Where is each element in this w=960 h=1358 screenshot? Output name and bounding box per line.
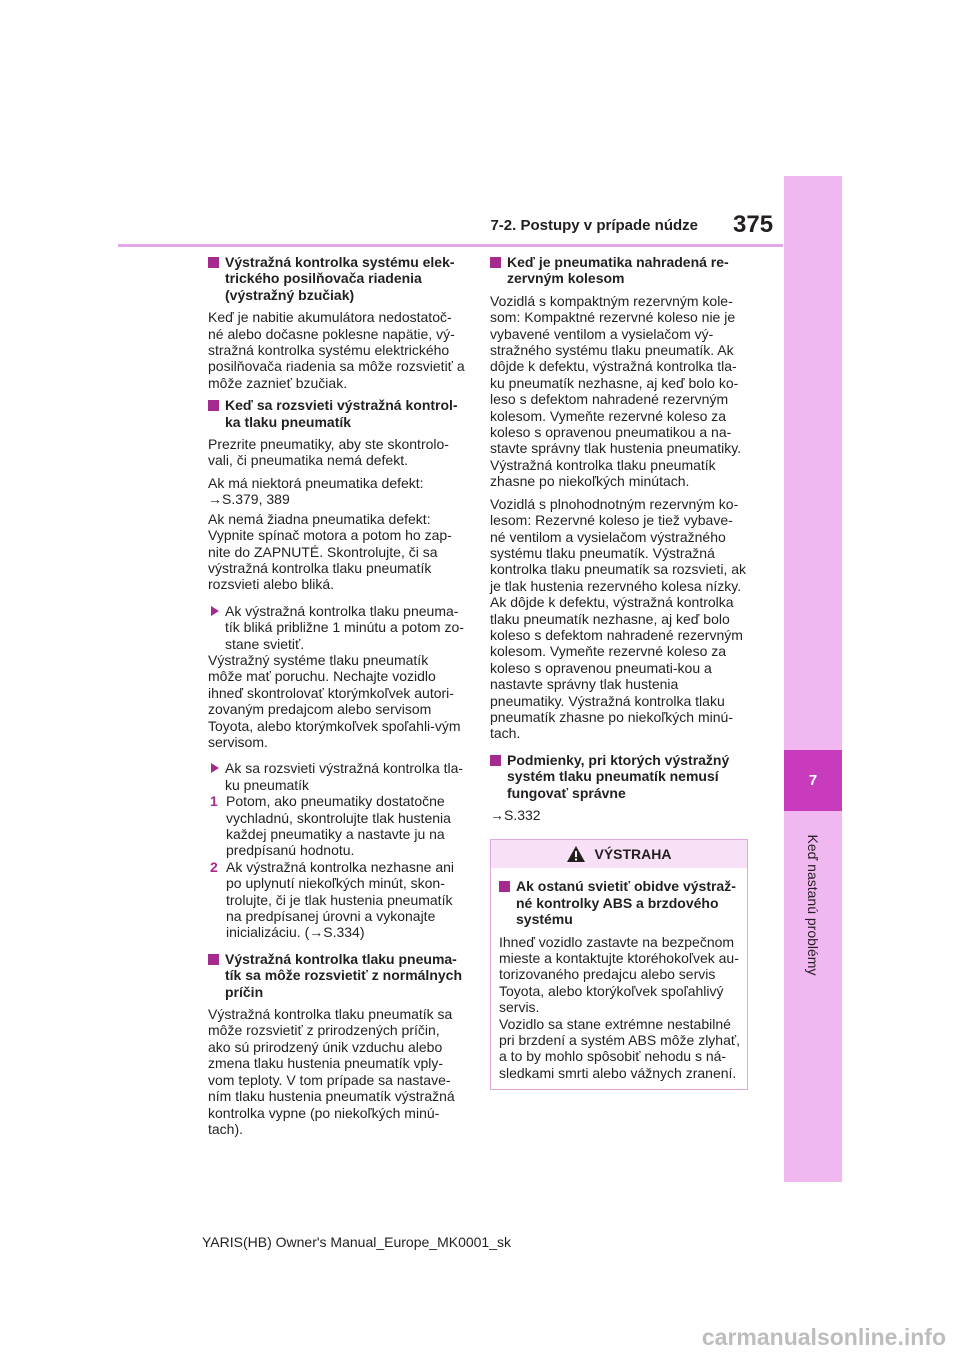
section-heading: Keď sa rozsvieti výstražná kontrol-ka tlaku pneumatík xyxy=(208,397,466,430)
numbered-step: 1 Potom, ako pneumatiky dostatočne vychladnú, skontrolujte tlak hustenia každej pneumatiky a nastavte ju na predpísanú hodnotu. xyxy=(210,793,451,859)
square-bullet-icon xyxy=(490,257,501,268)
square-bullet-icon xyxy=(208,257,219,268)
page-number: 375 xyxy=(733,211,774,238)
left-column xyxy=(208,254,466,1143)
square-bullet-icon xyxy=(490,755,501,766)
chapter-number-tab xyxy=(784,750,842,811)
warning-item-heading: Ak ostanú svietiť obidve výstraž-né kontrolky ABS a brzdového systému xyxy=(499,878,741,927)
square-bullet-icon xyxy=(499,881,510,892)
warning-box xyxy=(490,839,748,1090)
header-divider xyxy=(118,244,783,247)
square-bullet-icon xyxy=(208,400,219,411)
section-heading: Podmienky, pri ktorých výstražný systém tlaku pneumatík nemusí fungovať správne xyxy=(490,752,748,801)
paragraph: Vozidlá s plnohodnotným rezervným ko-lesom: Rezervné koleso je tiež vybave-né ventilom a vysielačom výstražného systému tlaku pneumatík. Výstražná kontrolka tlaku pneumatík sa rozsvieti, ak je tlak hustenia rezervného kolesa nízky. Ak dôjde k defektu, výstražná kontrolka tlaku pneumatík nezhasne, aj keď bolo koleso s defektom nahradené rezervným kolesom. Vymeňte rezervné koleso za koleso s opravenou pneumati-kou a nastavte správny tlak hustenia pneumatiky. Výstražná kontrolka tlaku pneumatík zhasne po niekoľkých minú-tach. xyxy=(490,495,747,742)
paragraph: Vozidlo sa stane extrémne nestabilné pri brzdení a systém ABS môže zlyhať, a to by mohlo spôsobiť nehodu s ná-sledkami smrti alebo vážnych zranení. xyxy=(499,1015,741,1081)
paragraph: Výstražná kontrolka tlaku pneumatík sa môže rozsvietiť z prirodzených príčin, ako sú prirodzený únik vzduchu alebo zmena tlaku hustenia pneumatík vply-vom teploty. V tom prípade sa nastave-ním tlaku hustenia pneumatík výstražná kontrolka vypne (po niekoľkých minú-tach). xyxy=(208,1006,455,1137)
paragraph: Ak nemá žiadna pneumatika defekt: Vypnite spínač motora a potom ho zap-nite do ZAPNUTÉ. Skontrolujte, či sa výstražná kontrolka tlaku pneumatík rozsvieti alebo bliká. xyxy=(208,510,452,593)
triangle-bullet-icon xyxy=(211,606,219,616)
warning-icon xyxy=(566,845,586,863)
page-reference: →S.379, 389 xyxy=(208,491,290,508)
section-heading: Výstražná kontrolka systému elek-trického posilňovača riadenia (výstražný bzučiak) xyxy=(208,254,466,303)
chapter-label: Keď nastanú problémy xyxy=(805,834,821,976)
paragraph: Ak má niektorá pneumatika defekt: →S.379, 389 xyxy=(208,474,424,508)
page-reference: →S.332 xyxy=(490,807,541,823)
right-column xyxy=(490,254,748,1090)
paragraph: Vozidlá s kompaktným rezervným kole-som: Kompaktné rezervné koleso nie je vybavené ventilom a vysielačom vý-stražného systému tlaku pneumatík. Ak dôjde k defektu, výstražná kontrolka tla-ku pneumatík nezhasne, aj keď bolo ko-leso s defektom nahradené rezervným kolesom. Vymeňte rezervné koleso za koleso s opravenou pneumatikou a na-stavte správny tlak hustenia pneumatiky. Výstražná kontrolka tlaku pneumatík zhasne po niekoľkých minútach. xyxy=(490,292,742,490)
section-heading: Výstražná kontrolka tlaku pneuma-tík sa môže rozsvietiť z normálnych príčin xyxy=(208,951,466,1000)
chapter-number: 7 xyxy=(808,772,818,789)
numbered-step: 2 Ak výstražná kontrolka nezhasne ani po uplynutí niekoľkých minút, skon-trolujte, či je tlak hustenia pneumatík na predpísanej úrovni a vykonajte inicializáciu. (→S.334) xyxy=(210,858,455,941)
section-heading: Keď je pneumatika nahradená re-zervným kolesom xyxy=(490,254,748,287)
warning-title: VÝSTRAHA xyxy=(594,846,672,863)
triangle-bullet-icon xyxy=(211,763,219,773)
warning-header xyxy=(491,840,747,868)
list-item: Ak sa rozsvieti výstražná kontrolka tla-ku pneumatík xyxy=(208,760,466,793)
paragraph: Keď je nabitie akumulátora nedostatoč-né alebo dočasne poklesne napätie, vý-stražná kontrolka systému elektrického posilňovača riadenia sa môže rozsvietiť a môže zaznieť bzučiak. xyxy=(208,309,465,391)
footer-text: YARIS(HB) Owner's Manual_Europe_MK0001_sk xyxy=(202,1234,511,1250)
paragraph: Ihneď vozidlo zastavte na bezpečnom mieste a kontaktujte ktoréhokoľvek au-torizovaného predajcu alebo servis Toyota, alebo ktorýkoľvek spoľahlivý servis. xyxy=(499,933,739,1016)
watermark: carmanualsonline.info xyxy=(701,1324,946,1350)
list-item: Ak výstražná kontrolka tlaku pneuma-tík bliká približne 1 minútu a potom zo-stane svietiť. xyxy=(208,603,466,652)
paragraph: Výstražný systéme tlaku pneumatík môže mať poruchu. Nechajte vozidlo ihneď skontrolovať ktorýmkoľvek autori-zovaným predajcom alebo servisom Toyota, alebo ktorýmkoľvek spoľahli-vým servisom. xyxy=(208,651,461,750)
chapter-tab xyxy=(784,176,842,1182)
square-bullet-icon xyxy=(208,954,219,965)
section-title: 7-2. Postupy v prípade núdze xyxy=(490,217,698,234)
paragraph: Prezrite pneumatiky, aby ste skontrolo-vali, či pneumatika nemá defekt. xyxy=(208,436,449,469)
warning-body xyxy=(491,868,747,1089)
